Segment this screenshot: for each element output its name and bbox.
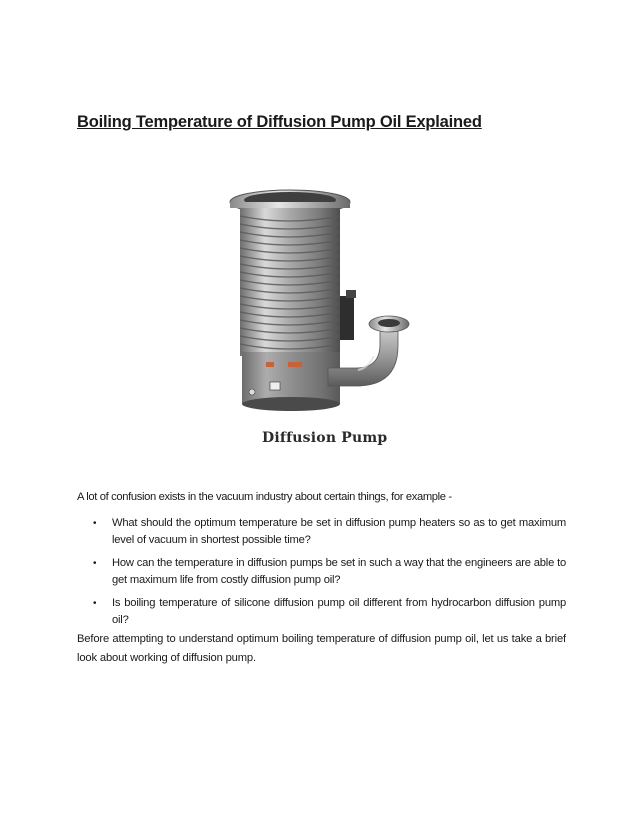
list-item (90, 555, 566, 589)
intro-text: A lot of confusion exists in the vacuum industry about certain things, for example - (77, 491, 452, 503)
diffusion-pump-illustration (228, 186, 418, 416)
questions-list (90, 515, 566, 635)
question-text: Is boiling temperature of silicone diffusion pump oil different from hydrocarbon diffusion pump oil? (112, 597, 566, 626)
diffusion-pump-image (228, 186, 418, 416)
bullet-icon: • (93, 598, 97, 609)
question-text: How can the temperature in diffusion pumps be set in such a way that the engineers are able to get maximum life from costly diffusion pump oil? (112, 557, 566, 586)
page-title: Boiling Temperature of Diffusion Pump Oil Explained (77, 113, 482, 131)
bullet-icon: • (93, 518, 97, 529)
bullet-icon: • (93, 558, 97, 569)
question-text: What should the optimum temperature be set in diffusion pump heaters so as to get maximum level of vacuum in shortest possible time? (112, 517, 566, 546)
figure-caption: Diffusion Pump (262, 430, 388, 446)
closing-paragraph: Before attempting to understand optimum boiling temperature of diffusion pump oil, let us take a brief look about working of diffusion pump. (77, 633, 566, 664)
list-item (90, 515, 566, 549)
list-item (90, 595, 566, 629)
